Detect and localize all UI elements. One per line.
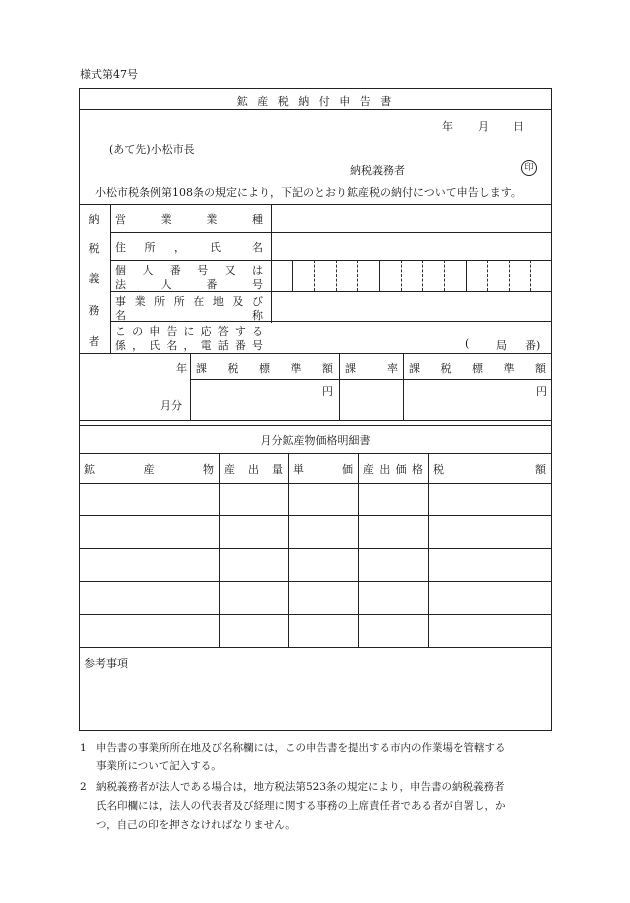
taxpayer-label: 納税義務者: [350, 164, 405, 177]
col-output-value: 産出価格: [363, 463, 423, 476]
row-divider: [190, 379, 552, 380]
seal-mark: 印: [521, 160, 537, 176]
id-number-label-1: 個人番号又は: [115, 264, 263, 277]
tax-base-header-1: 課税標準額: [196, 362, 333, 375]
office-label-2: 名称: [115, 309, 263, 322]
col-output: 産出量: [224, 463, 283, 476]
digit-divider: [336, 260, 337, 291]
col-divider: [110, 204, 111, 353]
digit-divider: [487, 260, 488, 291]
note-text: 納税義務者が法人である場合は，地方税法第523条の規定により，申告書の納税義務者: [96, 781, 505, 793]
note-number: 2: [80, 781, 87, 793]
note-text: 申告書の事業所所在地及び名称欄には，この申告書を提出する市内の作業場を管轄する: [96, 742, 506, 754]
detail-heading: 月分鉱産物価格明細書: [260, 434, 371, 447]
row-divider: [79, 483, 552, 484]
business-type-text: 営業業種: [115, 213, 263, 226]
row-divider: [79, 515, 552, 516]
digit-divider: [314, 260, 315, 291]
form-code: 様式第47号: [80, 68, 138, 81]
side-label-char: 義: [88, 272, 100, 285]
calc-month-label: 月分: [160, 399, 182, 412]
col-divider: [428, 453, 429, 647]
row-divider: [79, 614, 552, 615]
phone-station-label: 局: [496, 339, 507, 352]
side-label-char: 税: [88, 242, 100, 255]
col-divider: [403, 353, 404, 420]
phone-open-paren: (: [465, 337, 470, 350]
business-type-label: [115, 211, 263, 227]
note-text: 事業所について記入する。: [96, 760, 222, 772]
col-mineral: 鉱産物: [84, 463, 214, 476]
col-divider: [466, 260, 467, 291]
row-divider: [79, 548, 552, 549]
digit-divider: [509, 260, 510, 291]
col-divider: [271, 204, 272, 323]
col-divider: [190, 353, 191, 420]
yen-unit-2: 円: [536, 385, 547, 398]
digit-divider: [530, 260, 531, 291]
row-divider: [110, 260, 552, 261]
col-unit-price: 単価: [293, 463, 353, 476]
digit-divider: [444, 260, 445, 291]
note-text: つ，自己の印を押さなければなりません。: [96, 819, 296, 831]
id-number-label-2: 法人番号: [115, 278, 263, 291]
yen-unit-1: 円: [322, 385, 333, 398]
side-label-char: 者: [88, 335, 100, 348]
row-divider: [110, 232, 552, 233]
phone-number-label: 番): [525, 339, 541, 352]
remarks-label: 参考事項: [84, 657, 128, 670]
col-divider: [292, 260, 293, 291]
date-year: 年: [442, 120, 453, 133]
digit-divider: [357, 260, 358, 291]
tax-base-header-2: 課税標準額: [409, 362, 546, 375]
col-divider: [219, 453, 220, 647]
date-day: 日: [513, 120, 524, 133]
col-divider: [288, 453, 289, 647]
col-tax-amount: 税額: [433, 463, 546, 476]
name-label: 氏名: [210, 241, 263, 254]
title-divider: [79, 109, 552, 110]
section-divider: [79, 420, 552, 421]
side-label-char: 務: [88, 304, 100, 317]
row-divider: [79, 581, 552, 582]
side-label-char: 納: [88, 213, 100, 226]
section-divider: [79, 353, 552, 354]
calc-year-label: 年: [176, 362, 187, 375]
office-label-1: 事業所所在地及び: [115, 295, 263, 308]
contact-label-2: 係，氏名，電話番号: [115, 339, 263, 352]
col-divider: [379, 260, 380, 291]
col-divider: [339, 353, 340, 420]
note-number: 1: [80, 742, 87, 754]
row-divider: [79, 647, 552, 648]
form-title: 鉱 産 税 納 付 申 告 書: [236, 95, 395, 108]
row-divider: [79, 453, 552, 454]
address-label: 住所，: [115, 241, 185, 254]
header-divider: [79, 204, 552, 205]
tax-rate-header: 課率: [345, 362, 398, 375]
declaration-text: 小松市税条例第108条の規定により，下記のとおり鉱産税の納付について申告します。: [95, 186, 522, 199]
date-month: 月: [478, 120, 489, 133]
digit-divider: [422, 260, 423, 291]
addressee: (あて先)小松市長: [109, 143, 195, 156]
section-divider: [79, 425, 552, 426]
contact-label-1: この申告に応答する: [115, 325, 263, 338]
col-divider: [358, 453, 359, 647]
note-text: 氏名印欄には，法人の代表者及び経理に関する事務の上席責任者である者が自署し，か: [96, 800, 506, 812]
digit-divider: [401, 260, 402, 291]
